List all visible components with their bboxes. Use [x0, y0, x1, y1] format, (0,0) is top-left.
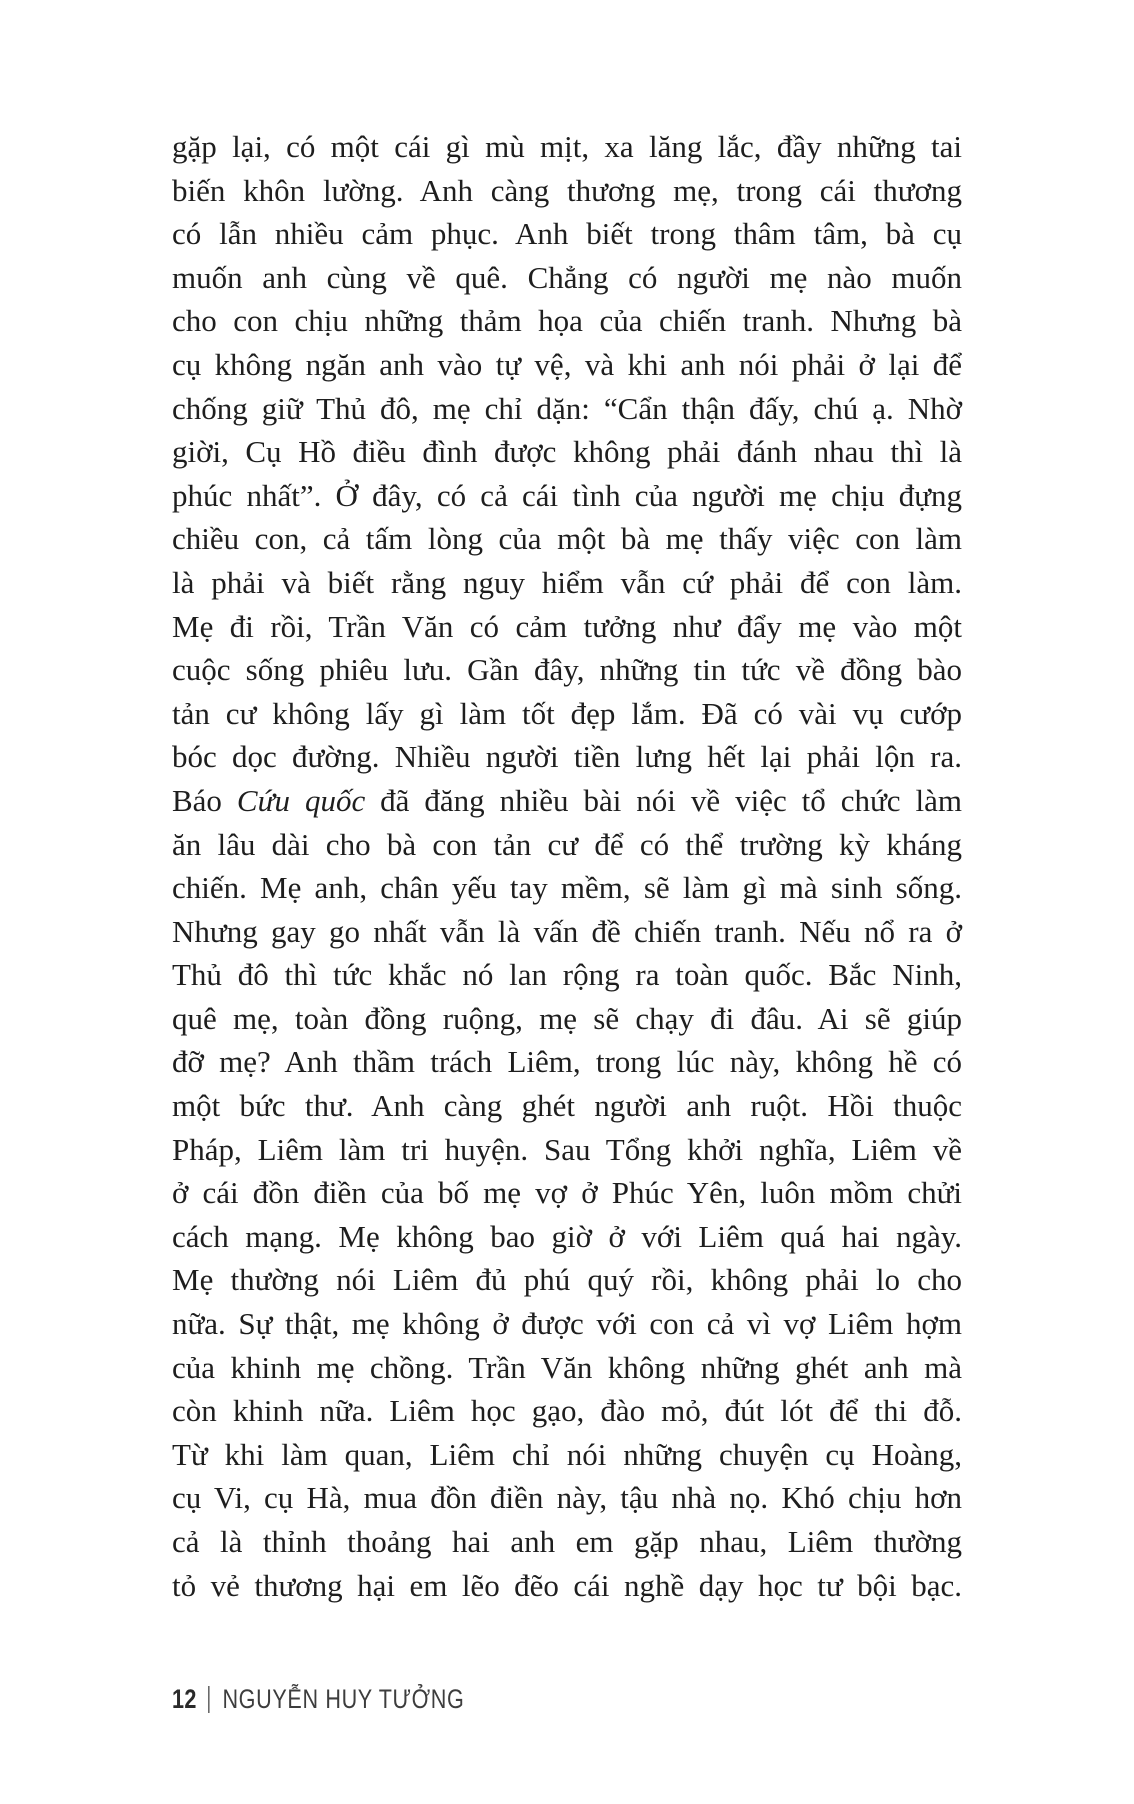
text-line: Thủ đô thì tức khắc nó lan rộng ra toàn quốc. Bắc Ninh,: [172, 957, 962, 993]
text-line: Từ khi làm quan, Liêm chỉ nói những chuyện cụ Hoàng,: [172, 1436, 962, 1472]
text-line: cuộc sống phiêu lưu. Gần đây, những tin tức về đồng bào: [172, 652, 962, 688]
text-line: chiến. Mẹ anh, chân yếu tay mềm, sẽ làm gì mà sinh sống.: [172, 870, 962, 906]
text-line: ở cái đồn điền của bố mẹ vợ ở Phúc Yên, luôn mồm chửi: [172, 1175, 962, 1211]
text-line: là phải và biết rằng nguy hiểm vẫn cứ phải để con làm.: [172, 564, 962, 600]
text-segment: đã đăng nhiều bài nói về việc tổ chức làm: [365, 782, 963, 818]
text-line: muốn anh cùng về quê. Chẳng có người mẹ nào muốn: [172, 259, 962, 295]
text-line: quê mẹ, toàn đồng ruộng, mẹ sẽ chạy đi đâu. Ai sẽ giúp: [172, 1000, 962, 1036]
text-line: một bức thư. Anh càng ghét người anh ruột. Hồi thuộc: [172, 1088, 962, 1124]
text-line: cho con chịu những thảm họa của chiến tranh. Nhưng bà: [172, 303, 962, 339]
text-line: cụ Vi, cụ Hà, mua đồn điền này, tậu nhà nọ. Khó chịu hơn: [172, 1480, 962, 1516]
body-text: [172, 125, 962, 1607]
text-line: phúc nhất”. Ở đây, có cả cái tình của người mẹ chịu đựng: [172, 477, 962, 513]
text-line: gặp lại, có một cái gì mù mịt, xa lăng lắc, đầy những tai: [172, 129, 962, 164]
text-line: biến khôn lường. Anh càng thương mẹ, trong cái thương: [172, 172, 962, 208]
text-segment: Báo: [172, 782, 237, 818]
text-line: cả là thỉnh thoảng hai anh em gặp nhau, Liêm thường: [172, 1524, 962, 1559]
text-line: còn khinh nữa. Liêm học gạo, đào mỏ, đút lót để thi đỗ.: [172, 1393, 962, 1429]
text-line: tản cư không lấy gì làm tốt đẹp lắm. Đã có vài vụ cướp: [172, 695, 962, 731]
text-line: có lẫn nhiều cảm phục. Anh biết trong thâm tâm, bà cụ: [172, 216, 962, 252]
text-line: tỏ vẻ thương hại em lẽo đẽo cái nghề dạy học tư bội bạc.: [172, 1567, 962, 1603]
text-line: giời, Cụ Hồ điều đình được không phải đánh nhau thì là: [172, 434, 962, 470]
text-line: [172, 779, 962, 823]
text-line: đỡ mẹ? Anh thầm trách Liêm, trong lúc này, không hề có: [172, 1044, 962, 1080]
text-line: Pháp, Liêm làm tri huyện. Sau Tổng khởi nghĩa, Liêm về: [172, 1131, 962, 1167]
running-author: NGUYỄN HUY TƯỞNG: [222, 1684, 465, 1714]
page-footer: [172, 1684, 464, 1715]
text-line: chiều con, cả tấm lòng của một bà mẹ thấy việc con làm: [172, 521, 962, 557]
text-line: Mẹ thường nói Liêm đủ phú quý rồi, không phải lo cho: [172, 1262, 962, 1298]
text-line: ăn lâu dài cho bà con tản cư để có thể trường kỳ kháng: [172, 826, 962, 862]
text-line: cụ không ngăn anh vào tự vệ, và khi anh nói phải ở lại để: [172, 346, 962, 382]
text-line: bóc dọc đường. Nhiều người tiền lưng hết lại phải lộn ra.: [172, 739, 962, 775]
text-line: cách mạng. Mẹ không bao giờ ở với Liêm quá hai ngày.: [172, 1218, 962, 1254]
text-line: của khinh mẹ chồng. Trần Văn không những ghét anh mà: [172, 1349, 962, 1385]
text-line: chống giữ Thủ đô, mẹ chỉ dặn: “Cẩn thận đấy, chú ạ. Nhờ: [172, 390, 962, 426]
newspaper-title: Cứu quốc: [236, 782, 366, 818]
page-number: 12: [172, 1684, 197, 1714]
text-line: Mẹ đi rồi, Trần Văn có cảm tưởng như đẩy mẹ vào một: [172, 608, 962, 644]
footer-separator: [208, 1686, 210, 1713]
text-line: nữa. Sự thật, mẹ không ở được với con cả vì vợ Liêm hợm: [172, 1306, 962, 1342]
text-line: Nhưng gay go nhất vẫn là vấn đề chiến tranh. Nếu nổ ra ở: [172, 913, 962, 949]
